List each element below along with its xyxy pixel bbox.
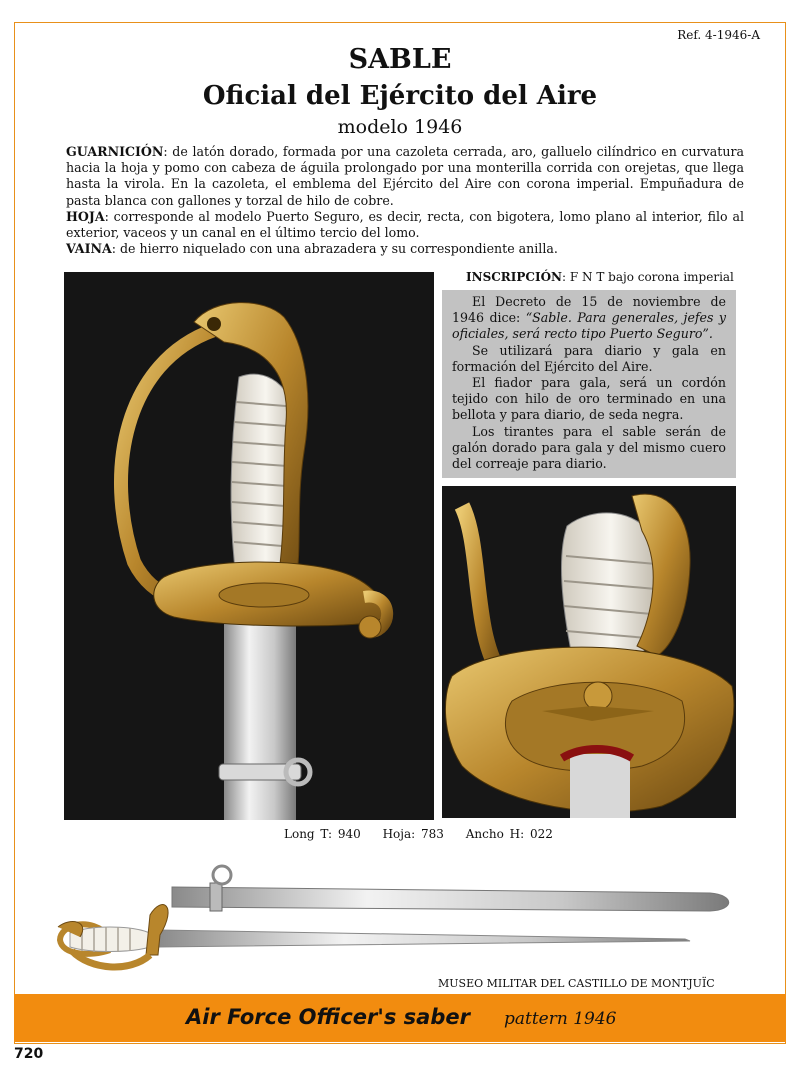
decree-quote-box bbox=[442, 290, 736, 478]
guard-closeup-photo bbox=[442, 486, 736, 818]
quote-paragraph-4: Los tirantes para el sable serán de galón dorado para gala y del mismo cuero del correaje para diario. bbox=[452, 423, 726, 472]
guard-closeup-illustration bbox=[442, 486, 736, 818]
guarnicion-text: : de latón dorado, formada por una cazoleta cerrada, aro, galluelo cilíndrico en curvatura hacia la hoja y pomo con cabeza de águila prolongado por una monterilla corrida con orejetas, que llega hasta la virola. En la cazoleta, el emblema del Ejército del Aire con corona imperial. Empuñadura de pasta blanca con gallones y torzal de hilo de cobre. bbox=[66, 144, 744, 208]
page-number: 720 bbox=[14, 1046, 44, 1062]
full-saber-illustration bbox=[50, 855, 750, 985]
quote-paragraph-3: El fiador para gala, será un cordón tejido con hilo de oro terminado en una bellota y para diario, de seda negra. bbox=[452, 375, 726, 423]
page-title: SABLE bbox=[348, 44, 452, 75]
inscription-label: INSCRIPCIÓN bbox=[466, 270, 562, 284]
blade-width: Ancho H: 022 bbox=[465, 827, 553, 841]
quote-paragraph-2: Se utilizará para diario y gala en formación del Ejército del Aire. bbox=[452, 342, 726, 374]
hoja-text: : corresponde al modelo Puerto Seguro, es decir, recta, con bigotera, lomo plano al interior, filo al exterior, vaceos y un canal en el último tercio del lomo. bbox=[66, 208, 744, 241]
guarnicion-label: GUARNICIÓN bbox=[66, 144, 164, 159]
quote-p1-italic: “Sable. Para generales, jefes y oficiales, será recto tipo Puerto Seguro”. bbox=[452, 310, 726, 342]
description-block bbox=[66, 144, 744, 257]
vaina-text: : de hierro niquelado con una abrazadera y su correspondiente anilla. bbox=[111, 241, 558, 257]
page-subtitle: Oficial del Ejército del Aire bbox=[202, 81, 598, 111]
hoja-label: HOJA bbox=[66, 208, 105, 224]
dimensions-line bbox=[284, 827, 569, 841]
guarnicion-paragraph bbox=[66, 144, 744, 209]
hoja-paragraph bbox=[66, 209, 744, 241]
english-subtitle: pattern 1946 bbox=[504, 1009, 617, 1029]
inscription-text: : F N T bajo corona imperial bbox=[562, 270, 734, 284]
reference-code: Ref. 4-1946-A bbox=[677, 28, 760, 42]
english-title: Air Force Officer's saber bbox=[186, 1005, 470, 1029]
vaina-label: VAINA bbox=[66, 241, 112, 257]
length-total: Long T: 940 bbox=[284, 827, 361, 841]
museum-credit: MUSEO MILITAR DEL CASTILLO DE MONTJUÏC bbox=[438, 977, 715, 990]
blade-length: Hoja: 783 bbox=[382, 827, 444, 841]
hilt-illustration bbox=[64, 272, 434, 820]
inscription bbox=[466, 270, 734, 284]
hilt-photo bbox=[64, 272, 434, 820]
quote-paragraph-1 bbox=[452, 294, 726, 343]
vaina-paragraph bbox=[66, 241, 744, 257]
quote-p1-start: El Decreto de 15 de noviembre de 1946 dice: bbox=[452, 294, 726, 326]
model-year: modelo 1946 bbox=[337, 116, 463, 138]
